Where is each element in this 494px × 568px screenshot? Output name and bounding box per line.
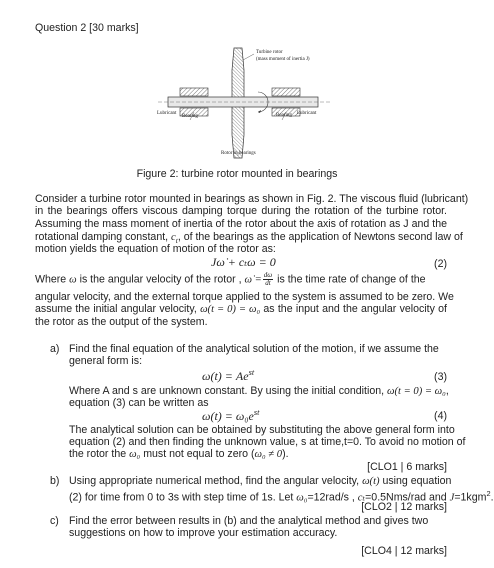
part-a-marks: [CLO1 | 6 marks]	[367, 461, 447, 473]
intro-line-1: Consider a turbine rotor mounted in bearings as shown in Fig. 2. The viscous fluid (lubricant)	[35, 193, 469, 205]
turbine-rotor-figure	[150, 40, 350, 165]
part-a-line-5: The analytical solution can be obtained by substituting the above general form into	[69, 424, 455, 436]
part-a-line-6: equation (2) and then finding the unknown value, s at time,t=0. To avoid no motion of	[69, 436, 466, 448]
part-a-line-3: Where A and s are unknown constant. By using the initial condition, ω(t = 0) = ω₀,	[69, 385, 449, 397]
part-c-line-1: Find the error between results in (b) and the analytical method and gives two	[69, 515, 429, 527]
where-line-3: assume the initial angular velocity, ω(t = 0) = ω₀ as the input and the angular velocity of	[35, 303, 447, 315]
equation-2: Jω̇ + cₜω = 0	[211, 255, 276, 269]
bearing-left	[180, 88, 208, 96]
part-a-letter: a)	[50, 343, 60, 355]
bearing-right	[272, 88, 300, 96]
part-c-line-2: suggestions on how to improve your estimation accuracy.	[69, 527, 338, 539]
part-a-line-4: equation (3) can be written as	[69, 397, 209, 409]
figure-caption: Figure 2: turbine rotor mounted in bearings	[136, 168, 338, 180]
label-rotor-in-bearings: Rotor in bearings	[221, 151, 256, 156]
label-bearing-left: Bearing	[182, 114, 198, 119]
where-line-1: Where ω is the angular velocity of the rotor , ω̇ = $\frac{d\omega}{dt}$ is the time rate of change of the	[35, 271, 426, 287]
part-a-line-2: general form is:	[69, 355, 143, 367]
equation-3: $\omega(t) = Ae^{st}$	[202, 368, 255, 383]
label-turbine-rotor: Turbine rotor	[256, 50, 283, 55]
fraction-domega-dt: $\frac{d\omega}{dt}$	[263, 271, 273, 287]
part-a-line-7: the rotor the ω₀ must not equal to zero (ω₀ ≠ 0).	[69, 448, 289, 460]
part-c-letter: c)	[50, 515, 59, 527]
equation-4-number: (4)	[434, 410, 447, 422]
equation-3-number: (3)	[434, 371, 447, 383]
where-line-4: the rotor as the output of the system.	[35, 316, 208, 328]
where-line-2: angular velocity, and the external torque applied to the system is assumed to be zero. We	[35, 291, 454, 303]
label-bearing-right: Bearing	[276, 113, 292, 118]
part-b-marks: [CLO2 | 12 marks]	[361, 501, 447, 513]
label-lubricant-right: Lubricant	[297, 111, 317, 116]
label-lubricant-left: Lubricant	[157, 111, 177, 116]
equation-4: $\omega(t) = \omega_0e^{st}$	[202, 408, 260, 423]
intro-line-4: rotational damping constant, $c_t$, of the bearings as the application of Newtons second law of	[35, 231, 463, 246]
label-mass-moment: (mass moment of inertia J)	[256, 57, 310, 62]
intro-line-3: Assuming the mass moment of inertia of the rotor about the axis of rotation as J and the	[35, 218, 447, 230]
part-b-line-2: (2) for time from 0 to 3s with step time of 1s. Let ω₀=12rad/s , cₜ=0.5Nms/rad and J=1kgm$^2$.	[69, 489, 494, 504]
part-b-letter: b)	[50, 475, 60, 487]
part-c-marks: [CLO4 | 12 marks]	[361, 545, 447, 557]
intro-line-2: in the bearings offers viscous damping torque during the rotation of the turbine rotor.	[35, 205, 447, 217]
part-a-line-1: Find the final equation of the analytical solution of the motion, if we assume the	[69, 343, 439, 355]
equation-2-number: (2)	[434, 258, 447, 270]
part-b-line-1: Using appropriate numerical method, find the angular velocity, ω(t) using equation	[69, 475, 452, 487]
intro-line-5: motion yields the equation of motion of the rotor as:	[35, 243, 276, 255]
question-title: Question 2 [30 marks]	[35, 22, 139, 34]
